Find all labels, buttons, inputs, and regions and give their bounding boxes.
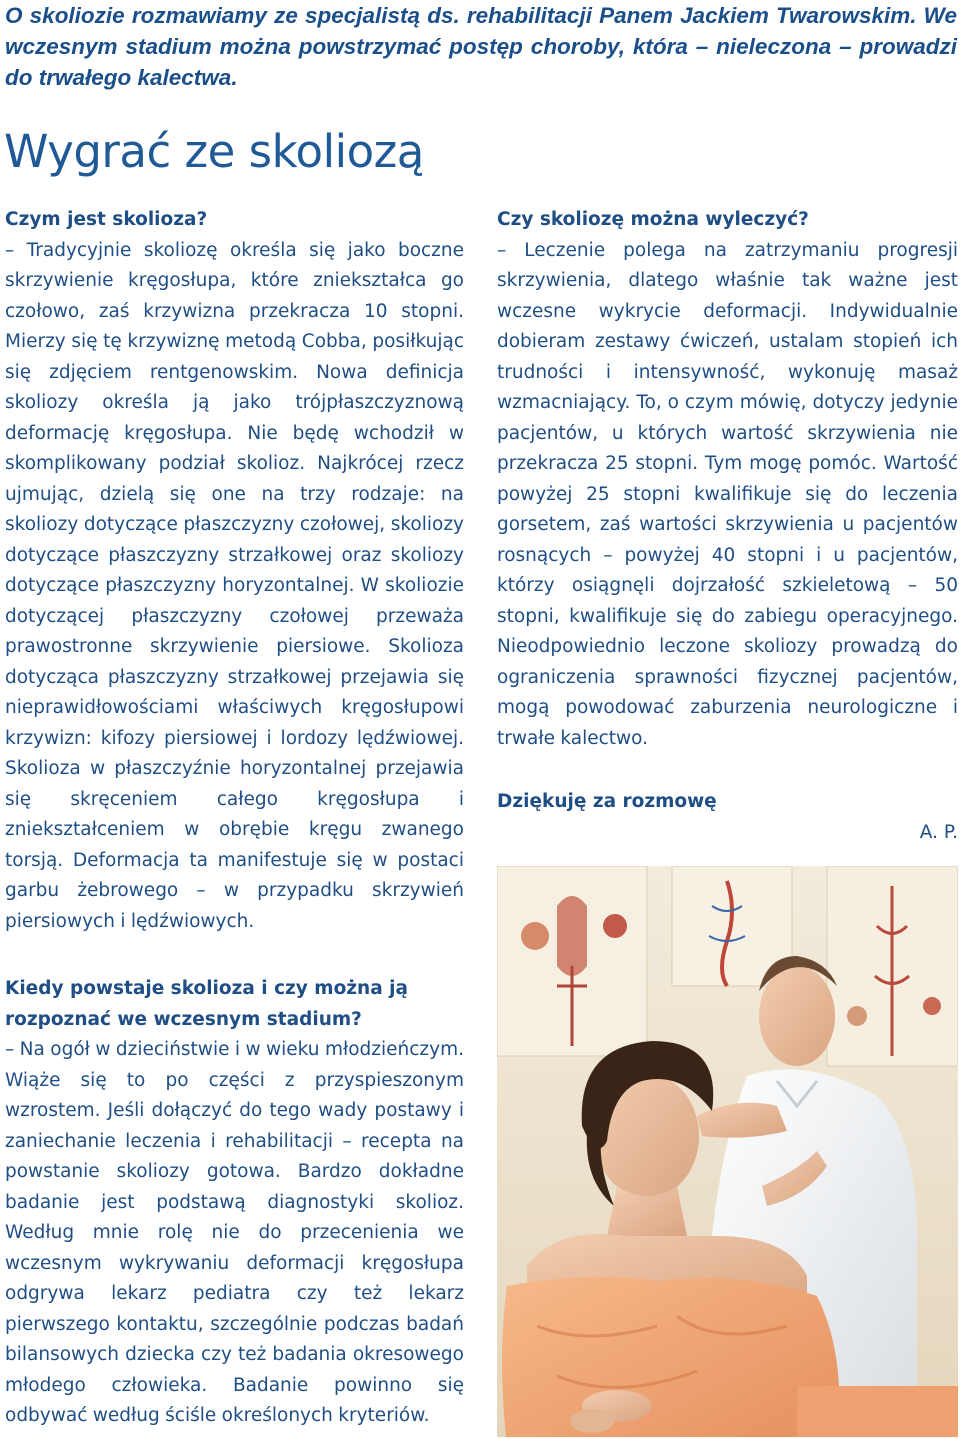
- therapy-photo-illustration: [497, 866, 958, 1437]
- author-signature: A. P.: [919, 822, 958, 843]
- section-when-scoliosis-develops: [5, 974, 464, 1432]
- question-heading: Kiedy powstaje skolioza i czy można ją rozpoznać we wczesnym stadium?: [5, 978, 408, 1030]
- article-lead: O skoliozie rozmawiamy ze specjalistą ds. rehabilitacji Panem Jackiem Twarowskim. We wczesnym stadium można powstrzymać postęp choroby, która – nieleczona – prowadzi do trwałego kalectwa.: [5, 3, 957, 90]
- question-heading: Czym jest skolioza?: [5, 209, 208, 230]
- article-title: Wygrać ze skoliozą: [4, 125, 424, 178]
- question-heading: Czy skoliozę można wyleczyć?: [497, 209, 809, 230]
- answer-text: – Na ogół w dzieciństwie i w wieku młodzieńczym. Wiąże się to po części z przyspieszonym wzrostem. Jeśli dołączyć do tego wady postawy i zaniechanie leczenia i rehabilitacji – recepta na powstanie skoliozy gotowa. Bardzo dokładne badanie jest podstawą diagnostyki skolioz. Według mnie rolę nie do przecenienia we wczesnym wykrywaniu deformacji kręgosłupa odgrywa lekarz pediatra czy też lekarz pierwszego kontaktu, szczególnie podczas badań bilansowych dziecka czy też badania okresowego młodego człowieka. Badanie powinno się odbywać według ściśle określonych kryteriów.: [5, 1039, 464, 1426]
- section-can-scoliosis-be-cured: [497, 205, 958, 754]
- answer-text: – Leczenie polega na zatrzymaniu progresji skrzywienia, dlatego właśnie tak ważne jest wczesne wykrycie deformacji. Indywidualnie dobieram zestawy ćwiczeń, ustalam stopień ich trudności i intensywność, wykonuję masaż wzmacniający. To, o czym mówię, dotyczy jedynie pacjentów, u których wartość skrzywienia nie przekracza 25 stopni. Tym mogę pomóc. Wartość powyżej 25 stopni kwalifikuje się do leczenia gorsetem, zaś wartości skrzywienia u pacjentów rosnących – powyżej 40 stopni i u pacjentów, którzy osiągnęli dojrzałość szkieletową – 50 stopni, kwalifikuje się do zabiegu operacyjnego. Nieodpowiednio leczone skoliozy prowadzą do ograniczenia sprawności fizycznej pacjentów, mogą powodować zaburzenia neurologiczne i trwałe kalectwo.: [497, 239, 958, 749]
- answer-text: – Tradycyjnie skoliozę określa się jako boczne skrzywienie kręgosłupa, które zniekształca go czołowo, zaś krzywizna przekracza 10 stopni. Mierzy się tę krzywiznę metodą Cobba, posiłkując się zdjęciem rentgenowskim. Nowa definicja skoliozy określa ją jako trójpłaszczyznową deformację kręgosłupa. Nie będę wchodził w skomplikowany podział skolioz. Najkrócej rzecz ujmując, dzielą się one na trzy rodzaje: na skoliozy dotyczące płaszczyzny czołowej, skoliozy dotyczące płaszczyzny strzałkowej oraz skoliozy dotyczące płaszczyzny horyzontalnej. W skoliozie dotyczącej płaszczyzny czołowej przeważa prawostronne skrzywienie piersiowe. Skolioza dotycząca płaszczyzny strzałkowej przejawia się nieprawidłowościami właściwych kręgosłupowi krzywizn: kifozy piersiowej i lordozy lędźwiowej. Skolioza w płaszczyźnie horyzontalnej przejawia się skręceniem całego kręgosłupa i zniekształceniem w obrębie kręgu zwanego torsją. Deformacja ta manifestuje się w postaci garbu żebrowego – w przypadku skrzywień piersiowych i lędźwiowych.: [5, 239, 464, 932]
- section-what-is-scoliosis: [5, 205, 464, 937]
- closing-thanks: Dziękuję za rozmowę: [497, 791, 717, 812]
- therapy-photo: [497, 866, 958, 1437]
